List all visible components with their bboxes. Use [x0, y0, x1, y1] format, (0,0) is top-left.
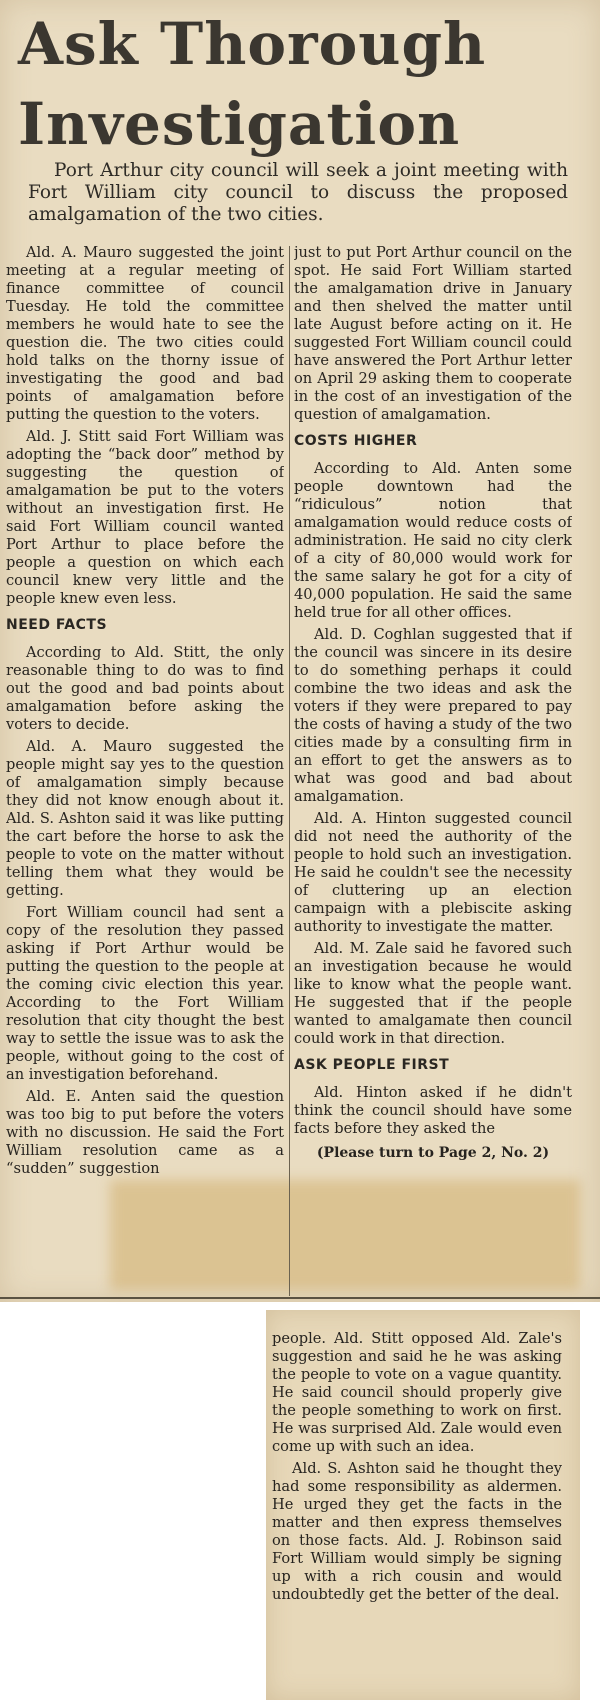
continuation-column	[272, 1330, 562, 1690]
article-paragraph: Ald. D. Coghlan suggested that if the council was sincere in its desire to do something perhaps it could combine the two ideas and ask the voters if they were prepared to pay the costs of having a study of the two cities made by a consulting firm in an effort to get the answers as to what was good and bad about amalgamation.	[294, 626, 572, 805]
left-column	[6, 244, 284, 1296]
jump-line: (Please turn to Page 2, No. 2)	[316, 1145, 550, 1161]
article-paragraph: Ald. E. Anten said the question was too big to put before the voters with no discussion. He said the Fort William resolution came as a “sudden” suggestion	[6, 1088, 284, 1177]
headline: Ask Thorough Investigation	[18, 10, 487, 158]
article-paragraph: According to Ald. Anten some people downtown had the “ridiculous” notion that amalgamation would reduce costs of administration. He said no city clerk of a city of 80,000 would work for the same salary he got for a city of 40,000 population. He said the same held true for all other offices.	[294, 460, 572, 621]
column-divider	[289, 246, 290, 1296]
subhead-need-facts: NEED FACTS	[6, 617, 108, 633]
article-paragraph: Ald. M. Zale said he favored such an investigation because he would like to know what the people want. He suggested that if the people wanted to amalgamate then council could work in that direction.	[294, 940, 572, 1047]
lede-paragraph: Port Arthur city council will seek a joint meeting with Fort William city council to discuss the proposed amalgamation of the two cities.	[28, 160, 568, 225]
article-paragraph: Ald. Hinton asked if he didn't think the council should have some facts before they asked the	[294, 1084, 572, 1137]
article-paragraph: Ald. A. Mauro suggested the people might say yes to the question of amalgamation simply because they did not know enough about it. Ald. S. Ashton said it was like putting the cart before the horse to ask the people to vote on the matter without telling them what they would be getting.	[6, 738, 284, 899]
article-paragraph: Ald. J. Stitt said Fort William was adopting the “back door” method by suggesting the question of amalgamation be put to the voters without an investigation first. He said Fort William council wanted Port Arthur to place before the people a question on which each council knew very little and the people knew even less.	[6, 428, 284, 607]
article-paragraph: According to Ald. Stitt, the only reasonable thing to do was to find out the good and bad points about amalgamation before asking the voters to decide.	[6, 644, 284, 733]
article-paragraph: just to put Port Arthur council on the spot. He said Fort William started the amalgamation drive in January and then shelved the matter until late August before acting on it. He suggested Fort William council could have answered the Port Arthur letter on April 29 asking them to cooperate in the cost of an investigation of the question of amalgamation.	[294, 244, 572, 423]
clipping-bottom-rule	[0, 1297, 600, 1299]
right-column	[294, 244, 572, 1296]
article-paragraph: Fort William council had sent a copy of the resolution they passed asking if Port Arthur would be putting the question to the people at the coming civic election this year. According to the Fort William resolution that city thought the best way to settle the issue was to ask the people, without going to the cost of an investigation beforehand.	[6, 904, 284, 1083]
subhead-ask-people-first: ASK PEOPLE FIRST	[294, 1057, 450, 1073]
subhead-costs-higher: COSTS HIGHER	[294, 433, 418, 449]
article-paragraph: Ald. A. Hinton suggested council did not need the authority of the people to hold such an investigation. He said he couldn't see the necessity of cluttering up an election campaign with a plebiscite asking authority to investigate the matter.	[294, 810, 572, 935]
article-paragraph: Ald. S. Ashton said he thought they had some responsibility as aldermen. He urged they get the facts in the matter and then express themselves on those facts. Ald. J. Robinson said Fort William would simply be signing up with a rich cousin and would undoubtedly get the better of the deal.	[272, 1460, 562, 1603]
article-paragraph: people. Ald. Stitt opposed Ald. Zale's suggestion and said he he was asking the people to vote on a vague quantity. He said council should properly give the people something to work on first. He was surprised Ald. Zale would even come up with such an idea.	[272, 1330, 562, 1455]
article-paragraph: Ald. A. Mauro suggested the joint meeting at a regular meeting of finance committee of council Tuesday. He told the committee members he would hate to see the question die. The two cities could hold talks on the thorny issue of investigating the good and bad points of amalgamation before putting the question to the voters.	[6, 244, 284, 423]
